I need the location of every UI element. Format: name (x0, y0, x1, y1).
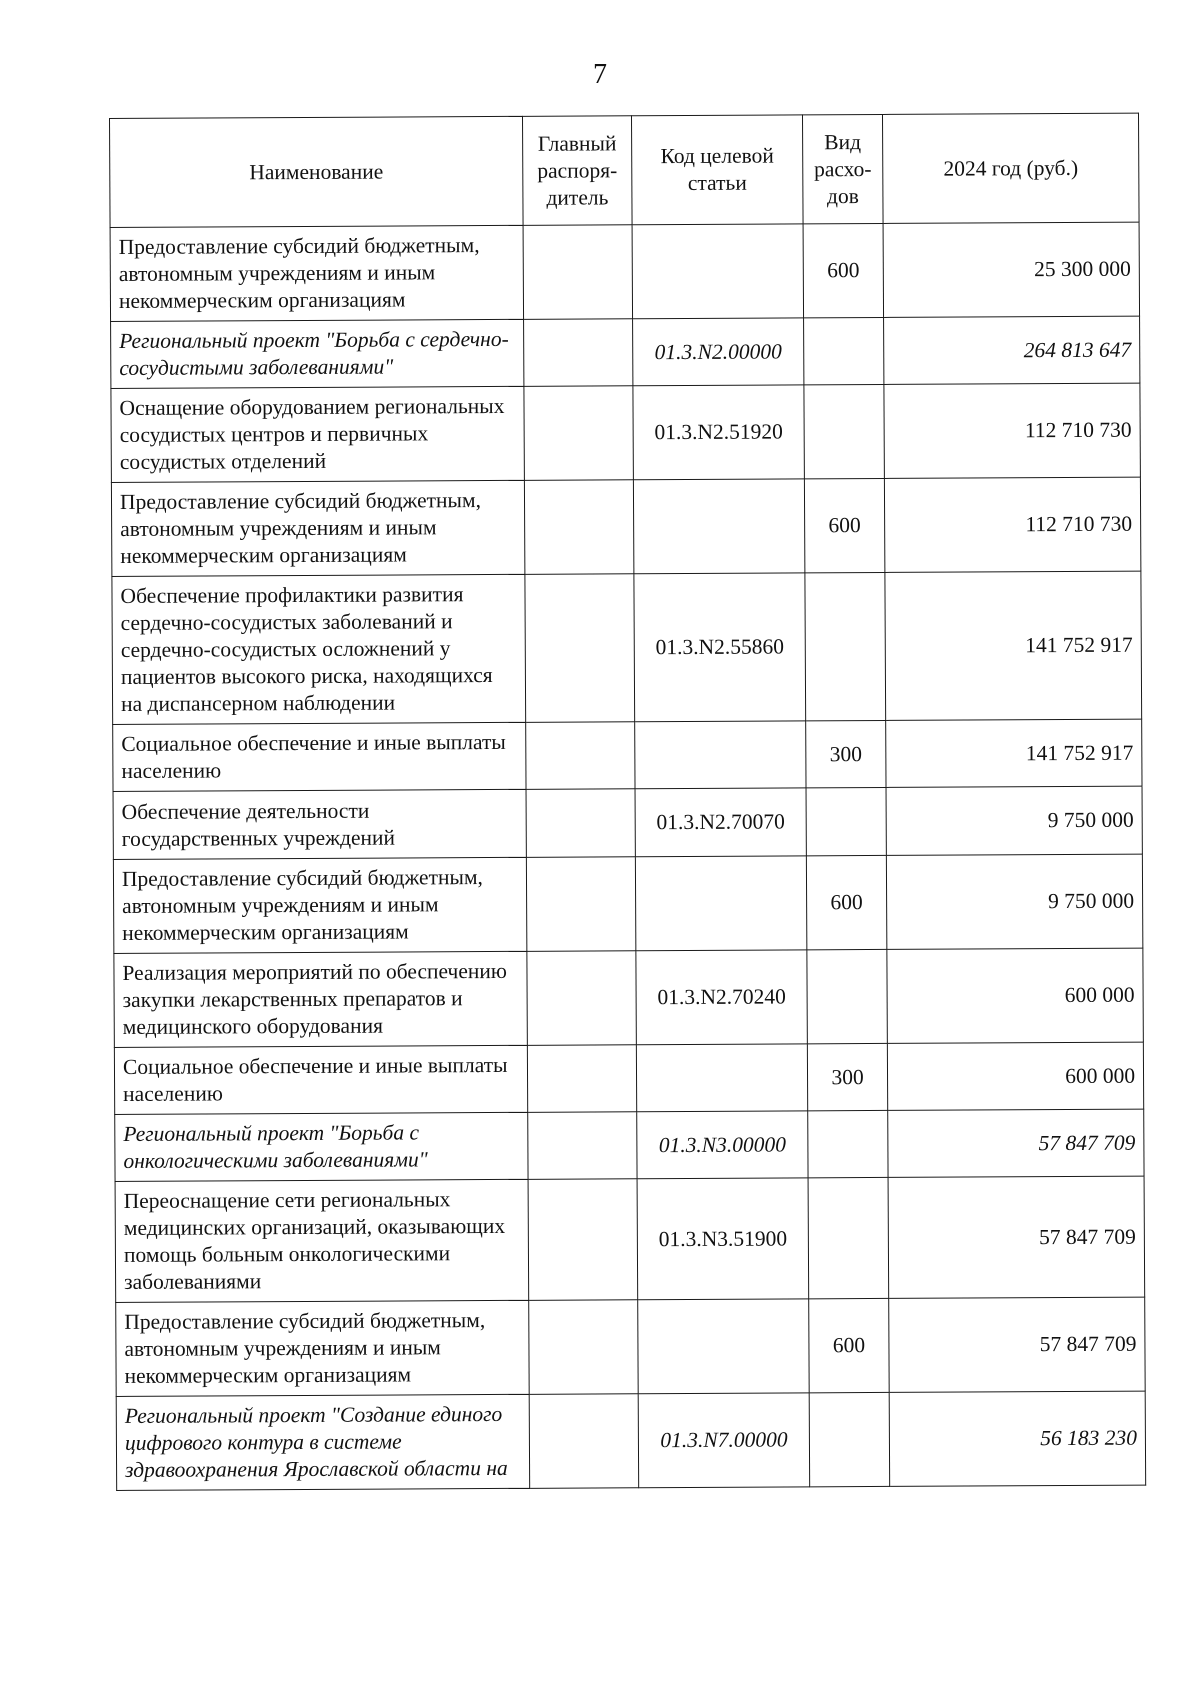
cell-manager (524, 386, 633, 481)
cell-type (806, 787, 886, 855)
cell-manager (529, 1300, 638, 1395)
cell-amount: 600 000 (887, 1042, 1143, 1110)
cell-name: Региональный проект "Борьба с сердечно-сосудистыми заболеваниями" (111, 319, 524, 388)
cell-type: 600 (804, 478, 884, 572)
table-header-row (110, 113, 1140, 227)
cell-manager (527, 951, 636, 1046)
cell-amount: 57 847 709 (888, 1109, 1144, 1177)
cell-amount: 141 752 917 (886, 719, 1142, 787)
cell-manager (526, 857, 635, 952)
table-row (112, 571, 1142, 724)
cell-type: 600 (806, 855, 886, 949)
cell-name: Обеспечение профилактики развития сердечно-сосудистых заболеваний и сердечно-сосудистых осложнений у пациентов высокого риска, находящихся на диспансерном наблюдении (112, 574, 526, 724)
cell-manager (528, 1179, 638, 1301)
cell-code: 01.3.N3.51900 (637, 1178, 809, 1300)
page-number: 7 (593, 59, 607, 90)
table-row (111, 316, 1140, 388)
cell-code: 01.3.N3.00000 (637, 1111, 808, 1179)
cell-name: Предоставление субсидий бюджетным, автономным учреждениям и иным некоммерческим организациям (110, 225, 523, 321)
cell-code (635, 856, 806, 951)
cell-type: 300 (807, 1043, 887, 1110)
budget-table (109, 113, 1146, 1491)
cell-amount: 56 183 230 (889, 1391, 1145, 1486)
header-manager: Главный распоря-дитель (522, 116, 632, 226)
cell-type (805, 572, 886, 720)
table-row (116, 1391, 1145, 1490)
cell-manager (524, 480, 633, 575)
cell-code: 01.3.N2.00000 (633, 318, 804, 386)
cell-type: 300 (806, 720, 886, 787)
cell-name: Предоставление субсидий бюджетным, автономным учреждениям и иным некоммерческим организациям (113, 857, 526, 953)
header-code: Код целевой статьи (631, 115, 803, 225)
table-body (110, 222, 1146, 1490)
cell-name: Предоставление субсидий бюджетным, автономным учреждениям и иным некоммерческим организациям (111, 480, 524, 576)
cell-amount: 9 750 000 (886, 786, 1142, 855)
cell-name: Социальное обеспечение и иные выплаты населению (114, 1045, 527, 1114)
cell-manager (526, 722, 635, 790)
cell-name: Региональный проект "Создание единого цифрового контура в системе здравоохранения Ярославской области на (116, 1394, 529, 1490)
cell-code: 01.3.N2.55860 (634, 573, 806, 722)
cell-manager (528, 1112, 637, 1180)
table-row (110, 222, 1139, 321)
cell-amount: 112 710 730 (884, 477, 1140, 572)
table-row (115, 1109, 1144, 1181)
cell-code (632, 224, 803, 319)
cell-amount: 57 847 709 (888, 1176, 1145, 1298)
cell-name: Переоснащение сети региональных медицинских организаций, оказывающих помощь больным онкологическими заболеваниями (115, 1179, 529, 1302)
table-row (111, 383, 1140, 482)
cell-code (636, 1044, 807, 1112)
header-name: Наименование (110, 116, 524, 227)
cell-name: Реализация мероприятий по обеспечению закупки лекарственных препаратов и медицинского оборудования (114, 951, 527, 1047)
table-row (114, 948, 1143, 1047)
cell-name: Социальное обеспечение и иные выплаты населению (113, 722, 526, 791)
cell-type (804, 384, 884, 478)
cell-amount: 600 000 (887, 948, 1143, 1043)
table-row (116, 1297, 1145, 1396)
cell-manager (523, 225, 632, 320)
cell-type (804, 317, 884, 384)
cell-type (808, 1177, 889, 1298)
cell-amount: 112 710 730 (884, 383, 1140, 478)
cell-name: Обеспечение деятельности государственных учреждений (113, 789, 526, 859)
cell-code: 01.3.N2.70070 (635, 788, 806, 857)
header-amount: 2024 год (руб.) (882, 113, 1139, 223)
cell-manager (526, 789, 635, 858)
table-row (113, 719, 1142, 791)
cell-name: Предоставление субсидий бюджетным, автономным учреждениям и иным некоммерческим организациям (116, 1300, 529, 1396)
cell-code: 01.3.N2.70240 (636, 950, 807, 1045)
cell-code: 01.3.N2.51920 (633, 385, 804, 480)
cell-code: 01.3.N7.00000 (638, 1393, 809, 1488)
cell-code (633, 479, 804, 574)
cell-type (807, 949, 887, 1043)
table-row (113, 786, 1142, 859)
cell-amount: 9 750 000 (886, 854, 1142, 949)
cell-manager (525, 574, 635, 723)
table-row (115, 1176, 1145, 1302)
cell-code (635, 721, 806, 789)
cell-type: 600 (809, 1298, 889, 1392)
cell-manager (529, 1394, 638, 1489)
table-row (114, 1042, 1143, 1114)
header-type: Вид расхо-дов (802, 114, 883, 223)
table-row (111, 477, 1140, 576)
cell-type: 600 (803, 223, 883, 317)
cell-amount: 25 300 000 (883, 222, 1139, 317)
cell-type (808, 1110, 888, 1177)
cell-amount: 141 752 917 (885, 571, 1142, 720)
cell-name: Региональный проект "Борьба с онкологическими заболеваниями" (115, 1112, 528, 1181)
cell-manager (527, 1045, 636, 1113)
cell-name: Оснащение оборудованием региональных сосудистых центров и первичных сосудистых отделений (111, 386, 524, 482)
cell-manager (524, 319, 633, 387)
cell-code (638, 1299, 809, 1394)
table-row (113, 854, 1142, 953)
cell-type (809, 1392, 889, 1486)
cell-amount: 57 847 709 (889, 1297, 1145, 1392)
cell-amount: 264 813 647 (884, 316, 1140, 384)
